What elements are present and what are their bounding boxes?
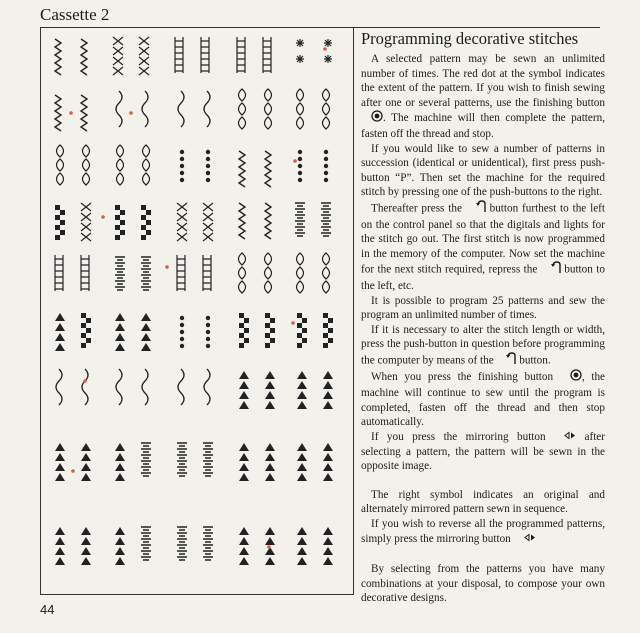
pattern-row-6 <box>55 313 333 351</box>
paragraph-3: Thereafter press the button furthest to the left on the control panel so that the digitals and lights for the stitch go out. The first stitch is now programmed in the memory of the computer. Now set the machine for the next stitch required, repress the button to the left, etc. <box>361 200 605 294</box>
paragraph-5: If it is necessary to alter the stitch length or width, press the push-button in question before programming the computer by means of the button. <box>361 323 605 370</box>
program-button-icon <box>466 200 486 218</box>
pattern-row-8 <box>55 443 333 481</box>
instructions-column <box>361 28 605 606</box>
paragraph-1: A selected pattern may be sewn an unlimited number of times. The red dot at the symbol indicates the extent of the pattern. If you wish to finish sewing after one or several patterns, use the finishing button . The machine will then complete the pattern, fasten off the thread and stop. <box>361 53 605 140</box>
pattern-row-9 <box>55 527 333 565</box>
program-button-icon <box>496 352 516 370</box>
stitch-pattern-grid <box>40 27 354 595</box>
section-title: Programming decorative stitches <box>361 29 579 48</box>
paragraph-7: If you press the mirroring button after selecting a pattern, the pattern will be sewn in the opposite image. <box>361 430 605 473</box>
pattern-row-7 <box>56 369 333 409</box>
finishing-button-icon <box>361 110 383 127</box>
paragraph-6: When you press the finishing button , the machine will continue to sew until the program is completed, fasten off the thread and then stop automatically. <box>361 371 606 429</box>
page-header-title: Cassette 2 <box>40 5 110 24</box>
pattern-row-3 <box>57 145 329 187</box>
pattern-row-4 <box>55 203 331 241</box>
stitch-pattern-illustration <box>41 27 355 595</box>
finishing-button-icon <box>560 369 582 386</box>
paragraph-8: The right symbol indicates an original and alternately mirrored pattern sewn in sequence. <box>361 488 605 516</box>
paragraph-4: It is possible to program 25 patterns and sew the program an unlimited number of times. <box>361 294 605 322</box>
page-number: 44 <box>40 602 55 617</box>
pattern-row-2 <box>55 89 330 131</box>
pattern-row-1 <box>55 37 332 75</box>
pattern-row-5 <box>55 253 330 293</box>
program-button-icon <box>541 261 561 279</box>
mirroring-button-icon <box>554 430 576 445</box>
paragraph-2: If you would like to sew a number of patterns in succession (identical or unidentical), first press push-button “P”. Then set the machine for the required stitch by pressing one of the push-buttons to the right. <box>361 142 605 199</box>
paragraph-10: By selecting from the patterns you have many combinations at your disposal, to compose your own decorative designs. <box>361 563 605 605</box>
mirroring-button-icon <box>514 532 536 547</box>
paragraph-9: If you wish to reverse all the programmed patterns, simply press the mirroring button <box>361 517 605 545</box>
